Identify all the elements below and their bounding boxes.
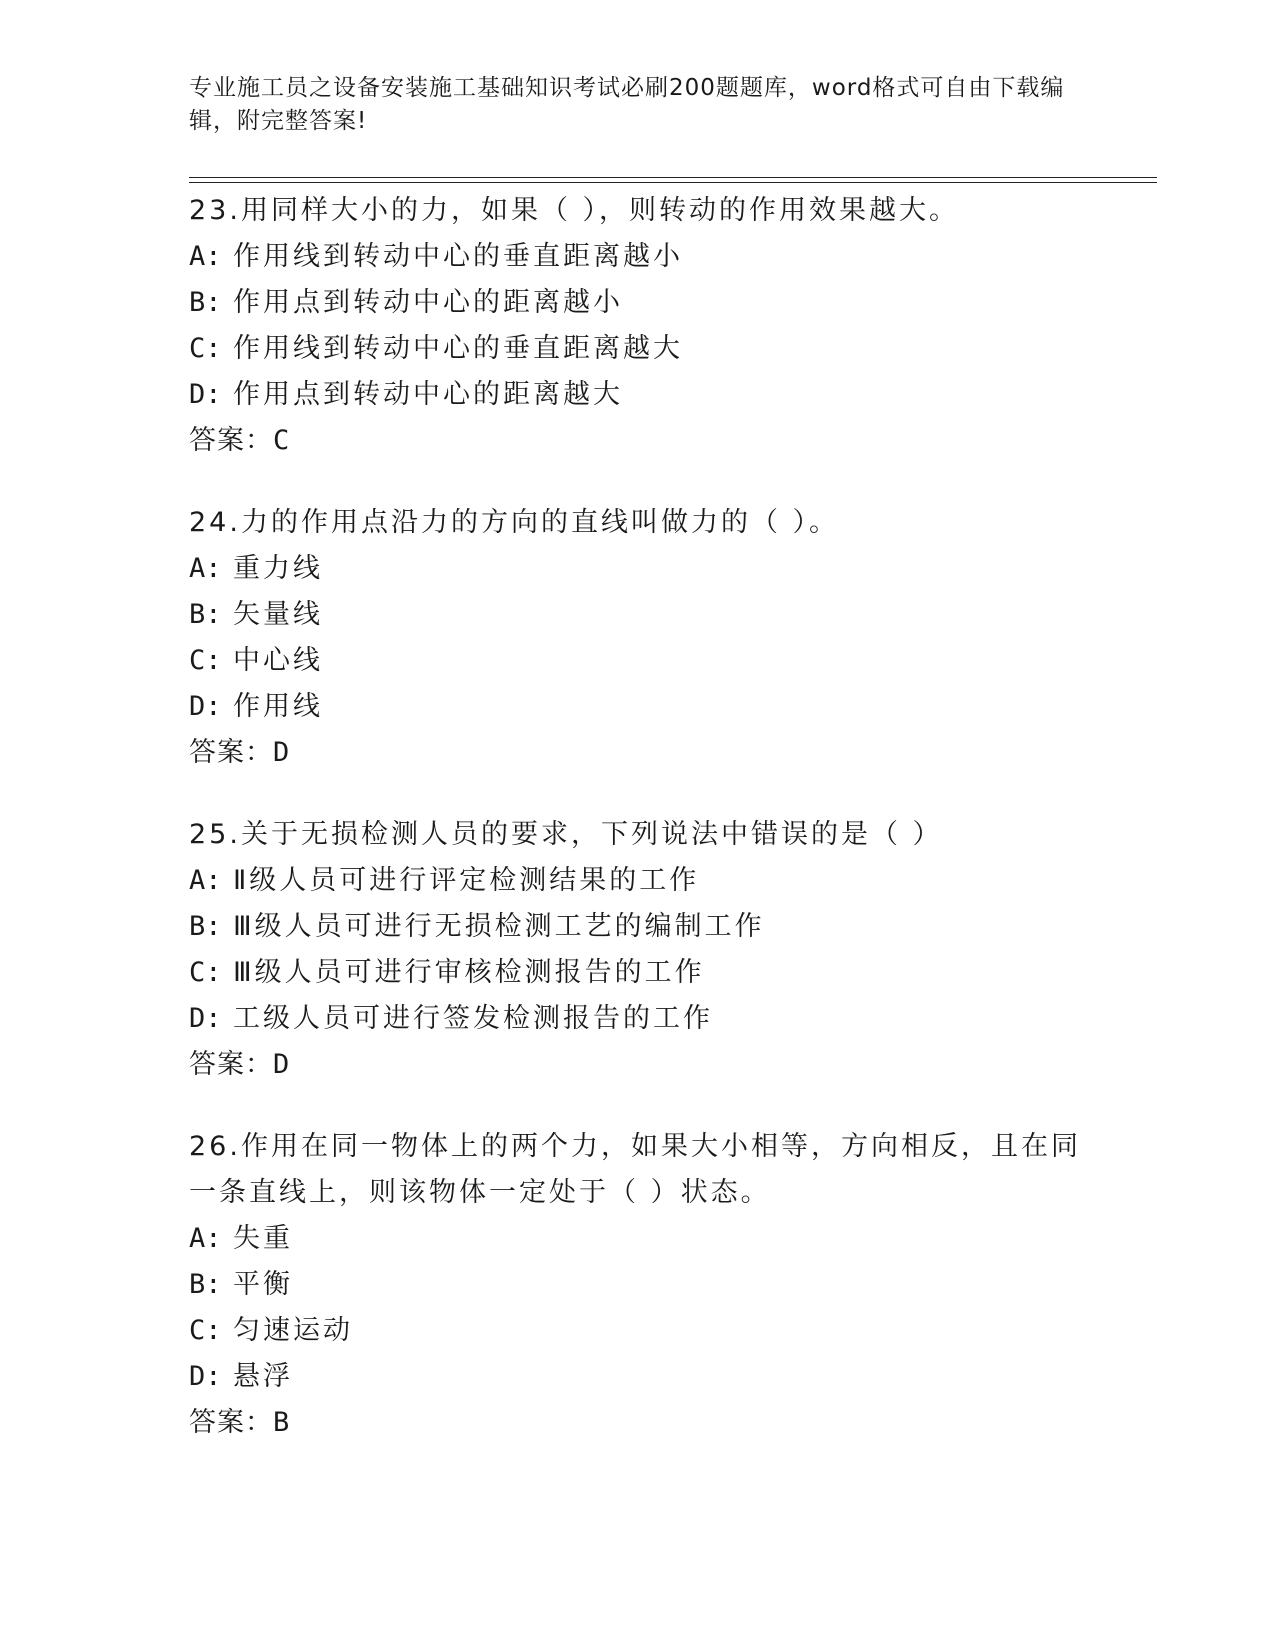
option-key: A: (189, 553, 222, 584)
answer-label: 答案： (189, 425, 273, 456)
option-text: 作用线 (233, 691, 323, 722)
option-key: B: (189, 1269, 222, 1300)
option-c (189, 326, 1089, 372)
question-stem (189, 500, 1089, 546)
header-divider-top (189, 177, 1157, 178)
option-key: D: (189, 691, 222, 722)
option-text: 作用线到转动中心的垂直距离越大 (233, 333, 683, 364)
question-text: 关于无损检测人员的要求，下列说法中错误的是（ ） (240, 819, 943, 850)
question-23 (189, 188, 1089, 464)
option-text: 作用点到转动中心的距离越大 (233, 379, 623, 410)
option-text: 失重 (233, 1223, 293, 1254)
question-number: 25. (189, 819, 241, 850)
option-text: 平衡 (233, 1269, 293, 1300)
option-key: A: (189, 241, 222, 272)
option-d (189, 996, 1089, 1042)
document-title: 专业施工员之设备安装施工基础知识考试必刷200题题库，word格式可自由下载编辑，附完整答案! (189, 75, 1065, 134)
question-text: 用同样大小的力，如果（ ），则转动的作用效果越大。 (240, 195, 960, 226)
option-text: Ⅱ级人员可进行评定检测结果的工作 (233, 865, 700, 896)
question-text: 力的作用点沿力的方向的直线叫做力的（ ）。 (240, 507, 840, 538)
option-text: 作用线到转动中心的垂直距离越小 (233, 241, 683, 272)
option-key: B: (189, 287, 222, 318)
option-c (189, 638, 1089, 684)
option-d (189, 1354, 1089, 1400)
option-text: 悬浮 (233, 1361, 293, 1392)
answer-value: D (273, 1049, 291, 1080)
option-d (189, 372, 1089, 418)
option-key: B: (189, 911, 222, 942)
question-number: 24. (189, 507, 241, 538)
answer-value: D (273, 737, 291, 768)
option-key: C: (189, 333, 222, 364)
option-a (189, 234, 1089, 280)
question-list (189, 188, 1089, 1482)
option-key: D: (189, 379, 222, 410)
answer-label: 答案： (189, 1049, 273, 1080)
option-key: B: (189, 599, 222, 630)
answer-value: B (273, 1407, 291, 1438)
option-text: Ⅲ级人员可进行审核检测报告的工作 (233, 957, 705, 988)
option-b (189, 592, 1089, 638)
option-c (189, 950, 1089, 996)
option-key: D: (189, 1361, 222, 1392)
answer-label: 答案： (189, 1407, 273, 1438)
option-d (189, 684, 1089, 730)
option-text: 匀速运动 (233, 1315, 353, 1346)
document-header (189, 72, 1089, 138)
option-a (189, 1216, 1089, 1262)
answer-label: 答案： (189, 737, 273, 768)
option-key: A: (189, 1223, 222, 1254)
question-text: 作用在同一物体上的两个力，如果大小相等，方向相反，且在同一条直线上，则该物体一定处于（ ）状态。 (189, 1131, 1081, 1208)
option-key: C: (189, 645, 222, 676)
answer-line (189, 418, 1089, 464)
option-text: 矢量线 (233, 599, 323, 630)
option-b (189, 904, 1089, 950)
option-key: C: (189, 1315, 222, 1346)
option-b (189, 280, 1089, 326)
answer-value: C (273, 425, 291, 456)
option-key: C: (189, 957, 222, 988)
question-number: 23. (189, 195, 241, 226)
question-stem (189, 1124, 1089, 1216)
question-stem (189, 812, 1089, 858)
question-stem (189, 188, 1089, 234)
answer-line (189, 1042, 1089, 1088)
option-text: 工级人员可进行签发检测报告的工作 (233, 1003, 713, 1034)
option-text: Ⅲ级人员可进行无损检测工艺的编制工作 (233, 911, 765, 942)
option-key: D: (189, 1003, 222, 1034)
option-a (189, 858, 1089, 904)
option-a (189, 546, 1089, 592)
option-b (189, 1262, 1089, 1308)
question-25 (189, 812, 1089, 1088)
answer-line (189, 1400, 1089, 1446)
option-key: A: (189, 865, 222, 896)
option-text: 中心线 (233, 645, 323, 676)
question-26 (189, 1124, 1089, 1446)
header-divider-bottom (189, 182, 1157, 183)
option-text: 重力线 (233, 553, 323, 584)
answer-line (189, 730, 1089, 776)
question-number: 26. (189, 1131, 241, 1162)
option-c (189, 1308, 1089, 1354)
option-text: 作用点到转动中心的距离越小 (233, 287, 623, 318)
question-24 (189, 500, 1089, 776)
